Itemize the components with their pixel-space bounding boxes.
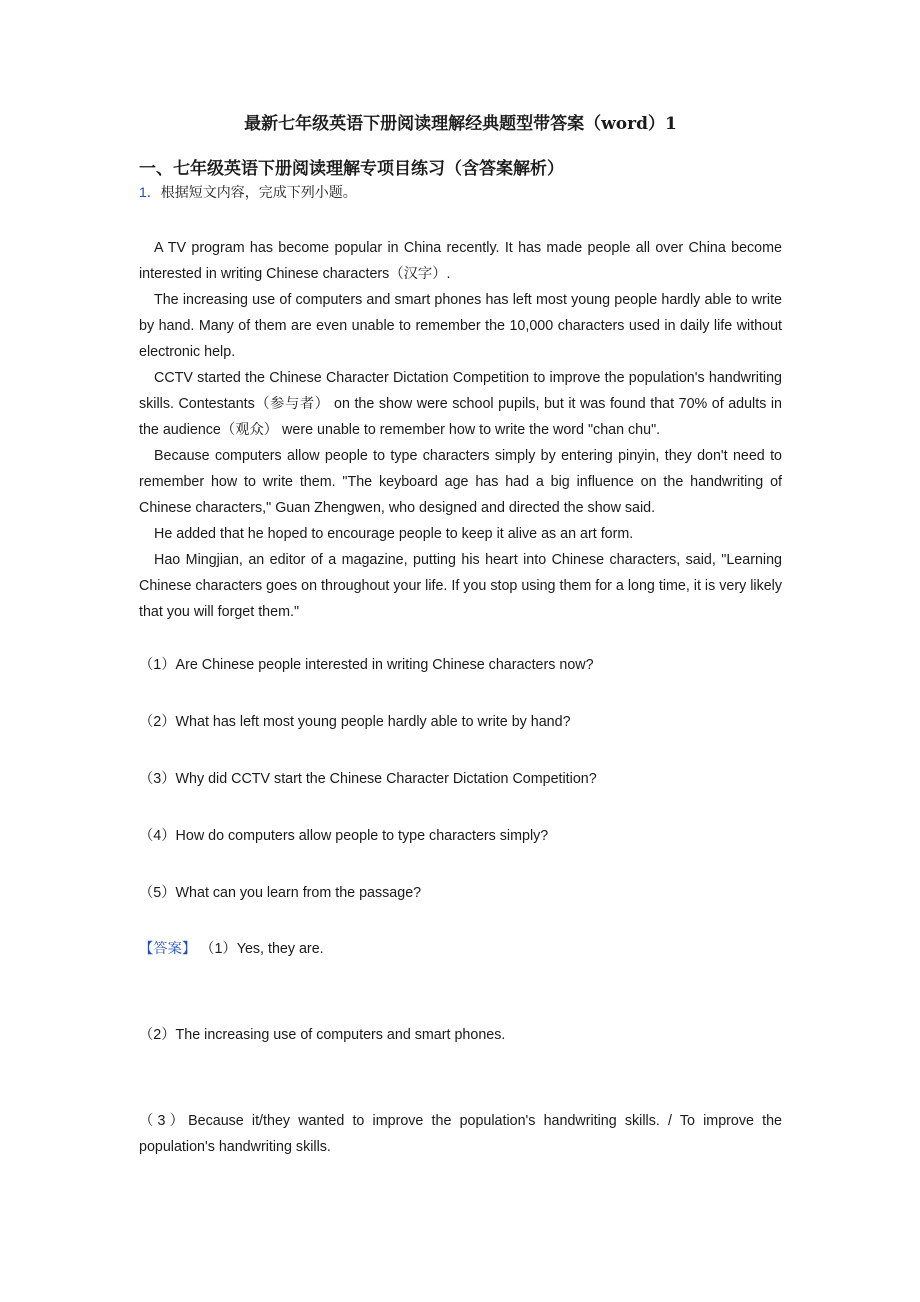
answer-tag: 【答案】 — [139, 941, 197, 957]
answer-item: （2）The increasing use of computers and smart phones. — [139, 1027, 506, 1043]
document-title: 最新七年级英语下册阅读理解经典题型带答案（word）1 — [244, 114, 677, 134]
answer-line-3 — [139, 1108, 782, 1160]
section-heading: 一、七年级英语下册阅读理解专项目练习（含答案解析） — [139, 159, 564, 179]
passage-paragraph: Because computers allow people to type characters simply by entering pinyin, they don't need to remember how to write them. "The keyboard age has had a big influence on the handwriting of Chinese characters," Guan Zhengwen, who designed and directed the show said. — [139, 448, 782, 516]
passage-paragraph: He added that he hoped to encourage people to keep it alive as an art form. — [154, 526, 634, 542]
reading-passage — [139, 235, 782, 625]
answer-item: （3）Because it/they wanted to improve the population's handwriting skills. / To improve the population's handwriting skills. — [139, 1113, 782, 1155]
answer-line-2 — [139, 1022, 782, 1048]
question-number: 1． — [139, 184, 161, 200]
passage-paragraph: CCTV started the Chinese Character Dictation Competition to improve the population's handwriting skills. Contestants（参与者） on the show were school pupils, but it was found that 70% of adults in the audience（观众） were unable to remember how to write the word "chan chu". — [139, 370, 782, 438]
answer-item: （1）Yes, they are. — [200, 941, 324, 957]
question-item: （2）What has left most young people hardly able to write by hand? — [139, 714, 571, 730]
question-item: （1）Are Chinese people interested in writing Chinese characters now? — [139, 657, 594, 673]
question-item: （4）How do computers allow people to type characters simply? — [139, 828, 549, 844]
question-instruction — [139, 182, 357, 202]
passage-paragraph: A TV program has become popular in China recently. It has made people all over China become interested in writing Chinese characters（汉字）. — [139, 240, 782, 282]
question-item: （3）Why did CCTV start the Chinese Character Dictation Competition? — [139, 771, 597, 787]
answer-line-1 — [139, 936, 782, 962]
instruction-text: 根据短文内容，完成下列小题。 — [160, 184, 357, 200]
question-item: （5）What can you learn from the passage? — [139, 885, 422, 901]
passage-paragraph: The increasing use of computers and smart phones has left most young people hardly able to write by hand. Many of them are even unable to remember the 10,000 characters used in daily life without electronic help. — [139, 292, 782, 360]
passage-paragraph: Hao Mingjian, an editor of a magazine, putting his heart into Chinese characters, said, "Learning Chinese characters goes on throughout your life. If you stop using them for a long time, it is very likely that you will forget them." — [139, 552, 782, 620]
